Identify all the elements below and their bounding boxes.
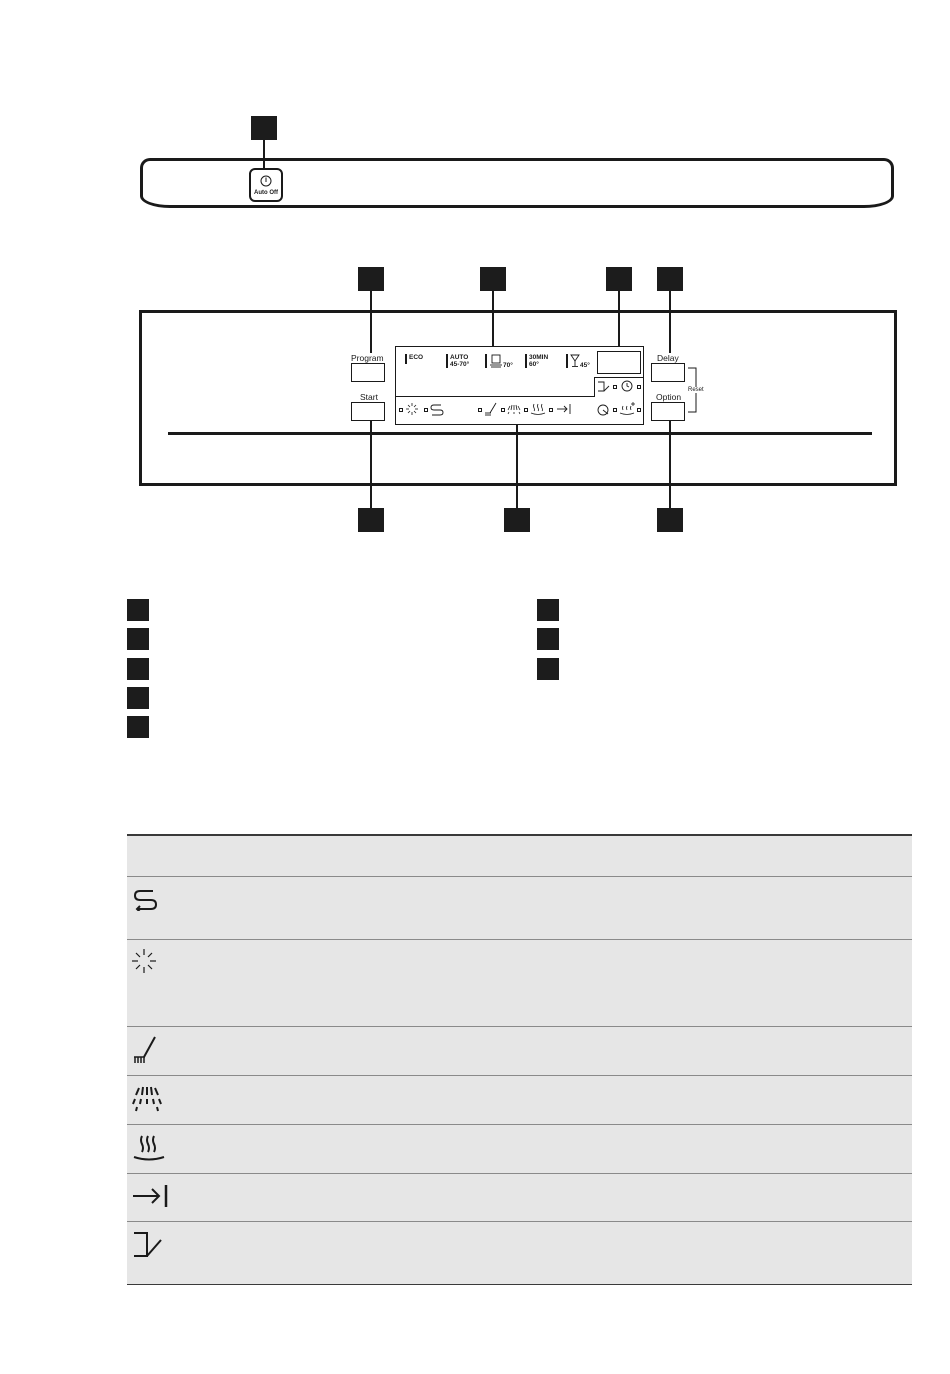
on-off-button[interactable]: [249, 168, 283, 202]
callout-marker-1: [251, 116, 277, 140]
30min-indicator: [525, 354, 527, 368]
eco-indicator: [405, 354, 407, 364]
end-icon: [556, 402, 572, 416]
callout-marker-7: [504, 508, 530, 532]
salt-icon: [405, 402, 419, 416]
callout-line-6: [370, 421, 372, 510]
intensive-indicator: [485, 354, 487, 368]
table-header: [127, 835, 912, 877]
glass-indicator: [566, 354, 568, 368]
rinse-aid-icon: [430, 402, 444, 416]
callout-marker-2: [358, 267, 384, 291]
glass-temp: 45°: [580, 362, 590, 369]
legend-marker-8: [537, 658, 559, 680]
indicator-table: [127, 834, 912, 1285]
washing-phase-icon: [484, 402, 498, 416]
table-icon-cell: [127, 1076, 181, 1125]
legend-marker-5: [127, 716, 149, 738]
option-button[interactable]: [651, 402, 685, 421]
legend-marker-4: [127, 687, 149, 709]
programme-auto: [446, 354, 469, 368]
table-desc-cell: [181, 1125, 912, 1174]
table-icon-cell: [127, 1222, 181, 1285]
programme-30min: [525, 354, 548, 368]
30min-temp: 60°: [529, 361, 539, 368]
table-row: [127, 1125, 912, 1174]
option-button-label: Option: [656, 392, 682, 402]
extra-dry-led: [637, 408, 641, 412]
table-desc-cell: [181, 1222, 912, 1285]
table-row: [127, 1076, 912, 1125]
table-desc-cell: [181, 1174, 912, 1222]
table-icon-cell: [127, 1174, 181, 1222]
rinsing-phase-icon: [131, 1084, 163, 1114]
programme-intensive: [485, 354, 513, 368]
salt-led: [399, 408, 403, 412]
intensive-temp: 70°: [503, 362, 513, 369]
drying-led: [524, 408, 528, 412]
panel-divider: [168, 432, 872, 435]
delay-button-label: Delay: [657, 353, 679, 363]
eco-label: ECO: [409, 354, 424, 361]
callout-marker-6: [358, 508, 384, 532]
display-divider: [395, 396, 595, 397]
table-icon-cell: [127, 940, 181, 1027]
rinse-aid-icon: [131, 885, 157, 911]
programme-eco: [405, 354, 423, 364]
table-icon-cell: [127, 1027, 181, 1076]
timesaver-led: [613, 408, 617, 412]
legend-marker-6: [537, 599, 559, 621]
auto-indicator: [446, 354, 448, 368]
rinsing-phase-icon: [507, 402, 521, 416]
display-divider-vert: [594, 377, 595, 397]
legend-marker-1: [127, 599, 149, 621]
end-icon: [131, 1182, 171, 1210]
callout-marker-8: [657, 508, 683, 532]
30min-label: 30MIN: [529, 354, 549, 361]
door-open-led: [613, 385, 617, 389]
callout-line-7: [516, 425, 518, 510]
delay-icon: [620, 379, 634, 393]
programme-glass: [566, 354, 590, 368]
callout-marker-3: [480, 267, 506, 291]
start-button-label: Start: [360, 392, 378, 402]
table-row: [127, 1174, 912, 1222]
glass-icon: [570, 354, 580, 368]
auto-label: AUTO: [450, 354, 469, 361]
table-row: [127, 877, 912, 940]
table-row: [127, 1222, 912, 1285]
program-button[interactable]: [351, 363, 385, 382]
washing-led: [478, 408, 482, 412]
pot-icon: [489, 354, 503, 368]
end-led: [549, 408, 553, 412]
table-header-row: [127, 835, 912, 877]
timesaver-icon: [596, 403, 610, 417]
drying-phase-icon: [530, 402, 546, 416]
display-divider-top: [594, 377, 644, 378]
time-display: [597, 351, 641, 374]
table-row: [127, 1027, 912, 1076]
callout-marker-4: [606, 267, 632, 291]
auto-temp: 45-70°: [450, 361, 470, 368]
table-row: [127, 940, 912, 1027]
table-icon-cell: [127, 877, 181, 940]
table-desc-cell: [181, 940, 912, 1027]
table-desc-cell: [181, 1027, 912, 1076]
table-desc-cell: [181, 877, 912, 940]
start-button[interactable]: [351, 402, 385, 421]
reset-label: Reset: [688, 387, 704, 393]
auto-off-label: Auto Off: [254, 190, 278, 196]
callout-line-8: [669, 421, 671, 510]
legend-marker-3: [127, 658, 149, 680]
legend-marker-7: [537, 628, 559, 650]
legend-marker-2: [127, 628, 149, 650]
rinsing-led: [501, 408, 505, 412]
power-icon: [251, 173, 281, 191]
salt-icon: [131, 948, 157, 974]
delay-led: [637, 385, 641, 389]
delay-button[interactable]: [651, 363, 685, 382]
program-button-label: Program: [351, 353, 384, 363]
rinse-aid-led: [424, 408, 428, 412]
door-open-icon: [597, 380, 611, 394]
table-icon-cell: [127, 1125, 181, 1174]
drying-phase-icon: [131, 1133, 167, 1163]
extra-dry-icon: [619, 401, 637, 417]
washing-phase-icon: [131, 1035, 161, 1065]
table-desc-cell: [181, 1076, 912, 1125]
callout-marker-5: [657, 267, 683, 291]
door-open-icon: [131, 1230, 165, 1260]
